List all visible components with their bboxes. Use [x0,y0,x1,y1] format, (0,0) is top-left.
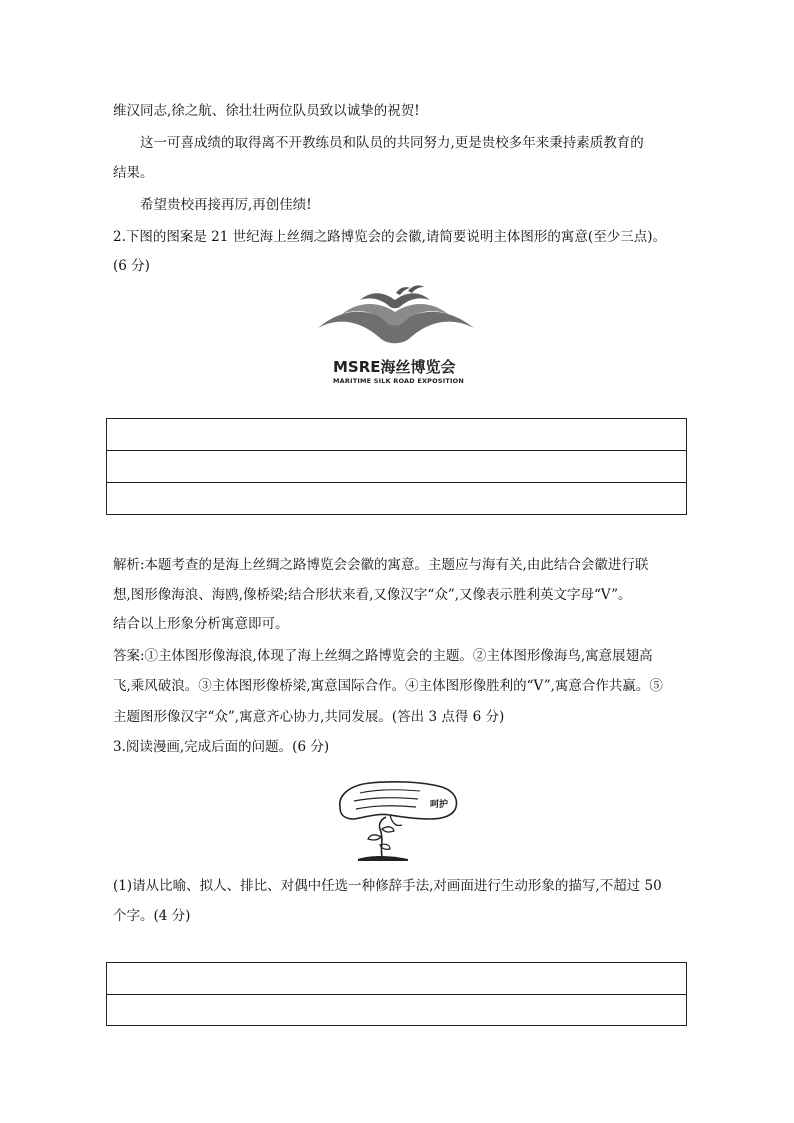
msre-logo [300,282,490,392]
analysis-line-3: 结合以上形象分析寓意即可。 [113,616,289,632]
paragraph-1: 维汉同志,徐之航、徐壮壮两位队员致以诚挚的祝贺! [113,103,420,119]
answer-line-3: 主题图形像汉字“众”,寓意齐心协力,共同发展。(答出 3 点得 6 分) [113,709,505,725]
analysis-line-2: 想,图形像海浪、海鸥,像桥梁;结合形状来看,又像汉字“众”,又像表示胜利英文字母“V”。 [113,587,632,603]
answer-line[interactable] [107,419,686,451]
logo-main-text: MSRE海丝博览会 [333,358,456,376]
question-2-score: (6 分) [113,258,150,274]
answer-line-2: 飞,乘风破浪。③主体图形像桥梁,寓意国际合作。④主体图形像胜利的“V”,寓意合作共赢。⑤ [113,678,663,694]
question-3-title: 3.阅读漫画,完成后面的问题。(6 分) [113,739,330,755]
hand-sprout-icon [330,767,460,865]
answer-line[interactable] [107,963,686,995]
analysis-line-1: 解析:本题考查的是海上丝绸之路博览会会徽的寓意。主题应与海有关,由此结合会徽进行联 [113,557,649,573]
answer-box-q3[interactable] [106,962,687,1026]
question-3-sub1-line-2: 个字。(4 分) [113,908,191,924]
answer-box-q2[interactable] [106,418,687,515]
paragraph-3: 希望贵校再接再厉,再创佳绩! [140,197,312,213]
question-2-text: 2.下图的图案是 21 世纪海上丝绸之路博览会的会徽,请简要说明主体图形的寓意(至少三点)。 [113,229,666,245]
answer-line[interactable] [107,483,686,514]
cartoon-image [330,767,460,865]
paragraph-2-cont: 结果。 [113,165,154,181]
answer-line[interactable] [107,995,686,1025]
cartoon-label: 呵护 [430,800,449,810]
logo-sub-text: MARITIME SILK ROAD EXPOSITION [333,377,464,385]
paragraph-2: 这一可喜成绩的取得离不开教练员和队员的共同努力,更是贵校多年来秉持素质教育的 [140,135,644,151]
answer-line-1: 答案:①主体图形像海浪,体现了海上丝绸之路博览会的主题。②主体图形像海鸟,寓意展翅高 [113,648,653,664]
question-3-sub1-line-1: (1)请从比喻、拟人、排比、对偶中任选一种修辞手法,对画面进行生动形象的描写,不超过 50 [113,878,662,894]
answer-line[interactable] [107,451,686,483]
